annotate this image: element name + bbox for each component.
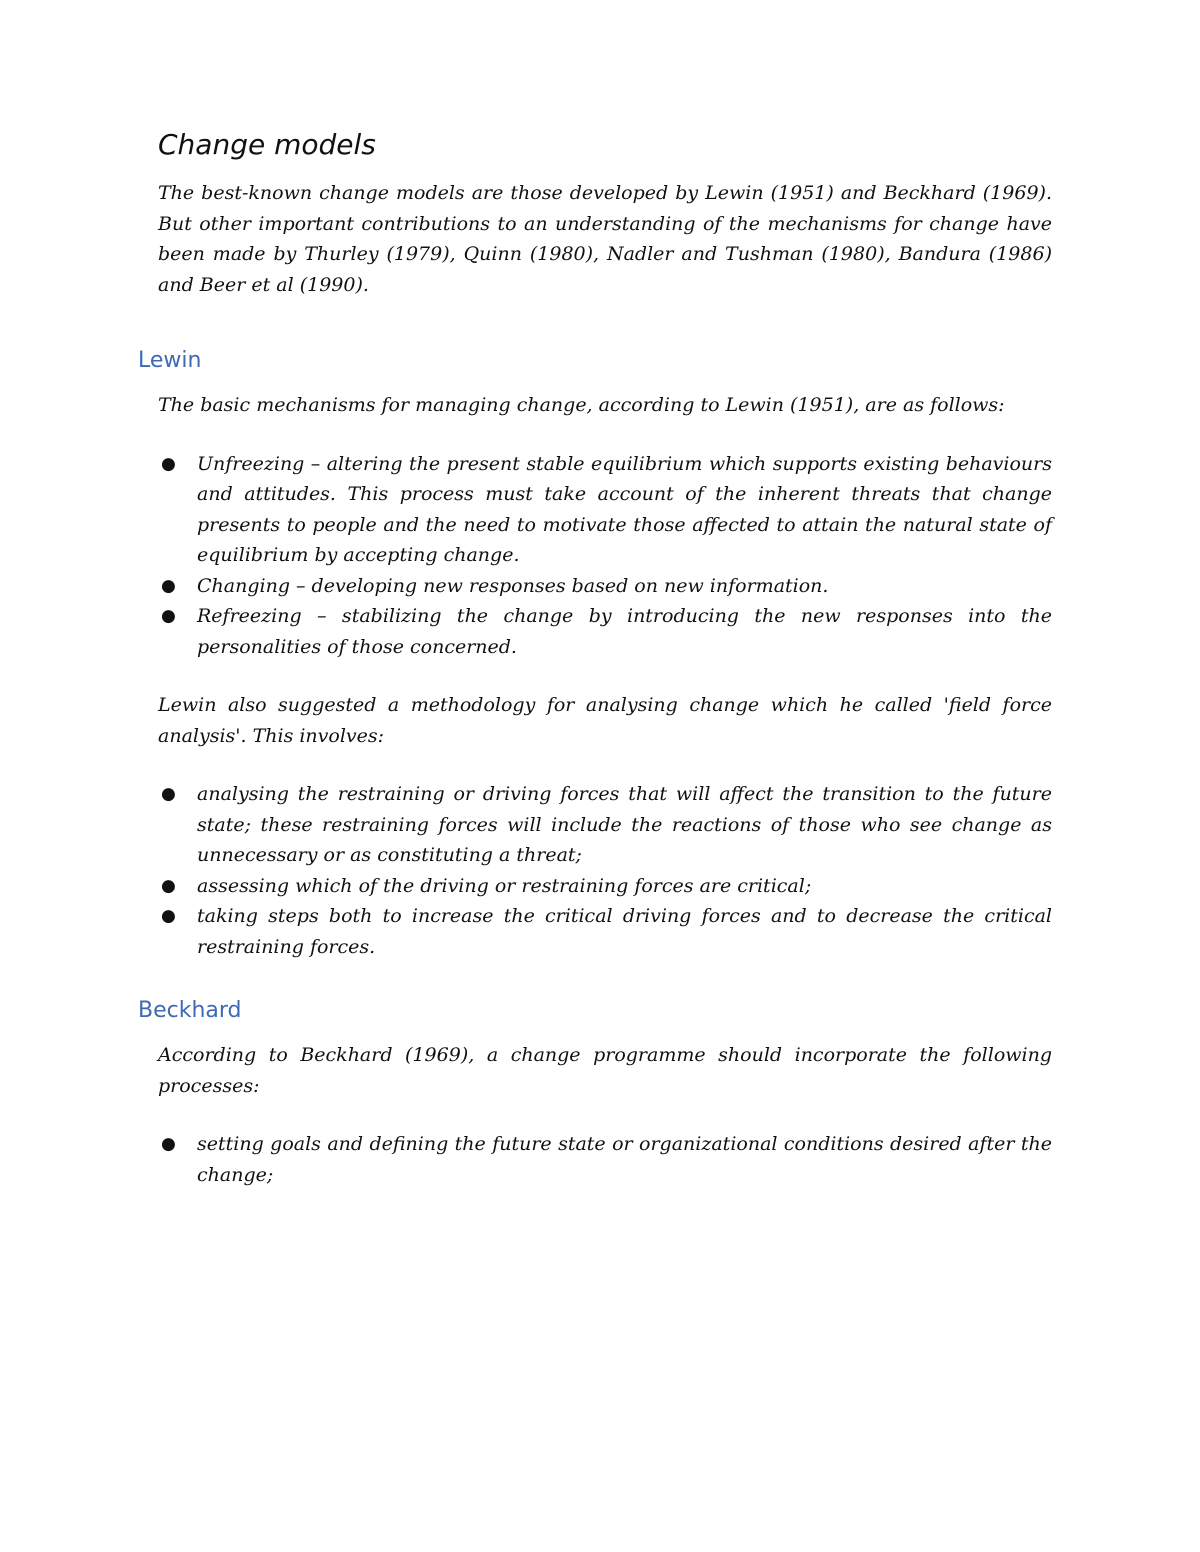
list-item-text: setting goals and defining the future state or organizational conditions desired after the change;	[197, 1133, 1052, 1186]
bullet-icon: ●	[161, 875, 176, 896]
list-item-text: taking steps both to increase the critical driving forces and to decrease the critical restraining forces.	[197, 905, 1052, 958]
bullet-icon: ●	[161, 784, 176, 804]
lewin-mechanisms-list	[158, 449, 1052, 663]
section-heading-lewin: Lewin	[138, 348, 202, 373]
list-item-text: assessing which of the driving or restraining forces are critical;	[197, 874, 812, 897]
list-item	[158, 571, 1052, 602]
bullet-icon: ●	[161, 453, 176, 474]
bullet-icon: ●	[161, 1134, 176, 1154]
lewin-methodology-paragraph: Lewin also suggested a methodology for analysing change which he called 'field force analysis'. This involves:	[158, 694, 1052, 747]
bullet-icon: ●	[161, 606, 176, 626]
list-item-text: analysing the restraining or driving forces that will affect the transition to the future state; these restraining forces will include the reactions of those who see change as unnecessary or as constituting a threat;	[197, 783, 1052, 866]
list-item	[158, 901, 1052, 962]
list-item-text: Refreezing – stabilizing the change by introducing the new responses into the personalities of those concerned.	[197, 605, 1052, 658]
list-item	[158, 871, 1052, 902]
bullet-icon: ●	[161, 906, 176, 926]
list-item	[158, 1129, 1052, 1190]
field-force-analysis-list	[158, 779, 1052, 962]
list-item	[158, 601, 1052, 662]
beckhard-processes-list	[158, 1129, 1052, 1190]
document-content	[138, 126, 1052, 1190]
page-title: Change models	[158, 128, 376, 161]
list-item-text: Changing – developing new responses based on new information.	[197, 574, 829, 597]
lewin-intro-paragraph: The basic mechanisms for managing change, according to Lewin (1951), are as follows:	[158, 394, 1005, 416]
section-heading-beckhard: Beckhard	[138, 998, 242, 1023]
intro-paragraph: The best-known change models are those developed by Lewin (1951) and Beckhard (1969). But other important contributions to an understanding of the mechanisms for change have been made by Thurley (1979), Quinn (1980), Nadler and Tushman (1980), Bandura (1986) and Beer et al (1990).	[158, 182, 1052, 296]
bullet-icon: ●	[161, 575, 176, 596]
beckhard-intro-paragraph: According to Beckhard (1969), a change programme should incorporate the following processes:	[158, 1044, 1052, 1097]
list-item-text: Unfreezing – altering the present stable equilibrium which supports existing behaviours and attitudes. This process must take account of the inherent threats that change presents to people and the need to motivate those affected to attain the natural state of equilibrium by accepting change.	[197, 452, 1052, 566]
list-item	[158, 449, 1052, 571]
list-item	[158, 779, 1052, 871]
